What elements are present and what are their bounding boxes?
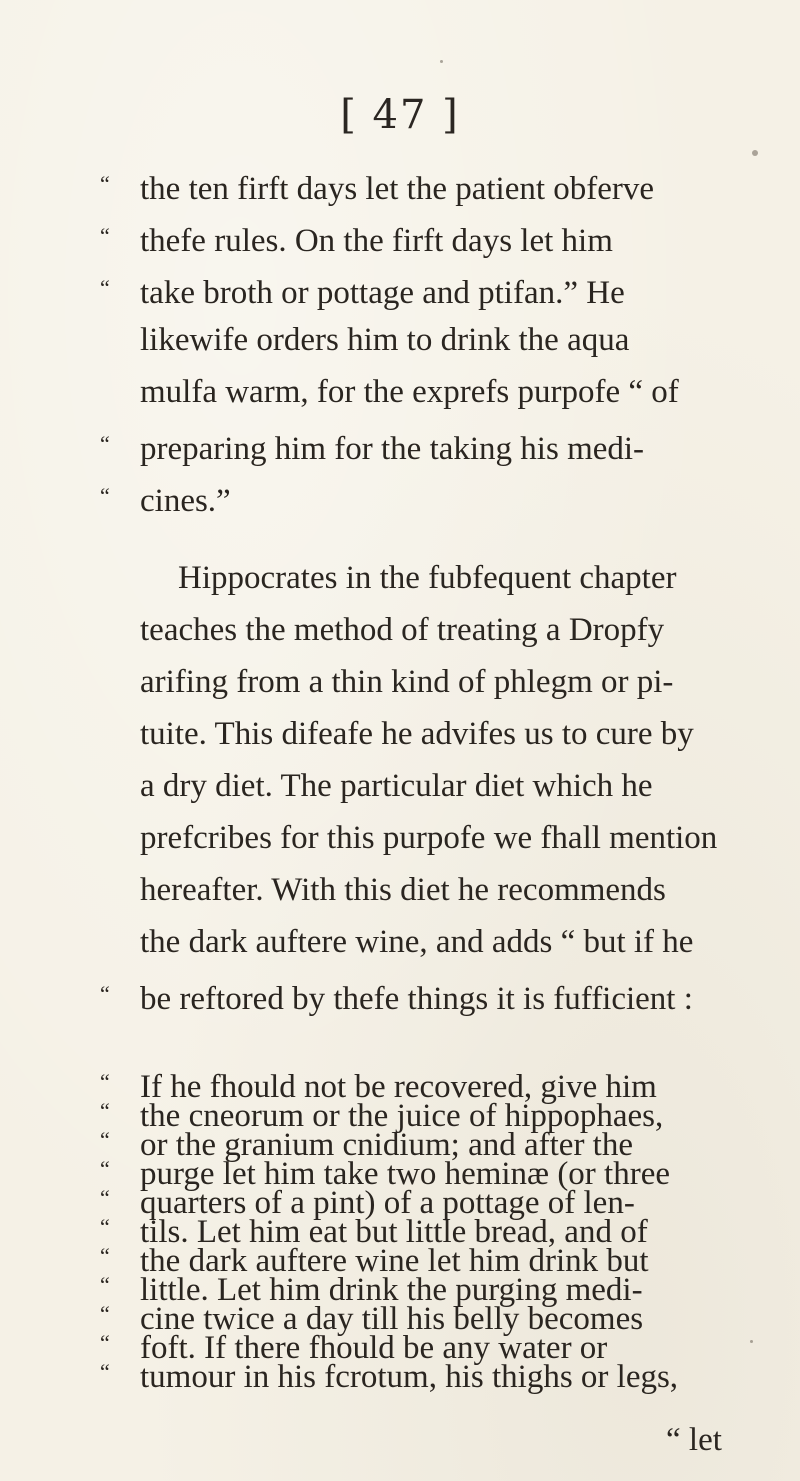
line-text: thefe rules. On the firft days let him — [140, 223, 613, 259]
line-text: foft. If there fhould be any water or — [140, 1330, 608, 1366]
quote-mark: “ — [100, 1330, 110, 1355]
quote-mark: “ — [100, 1301, 110, 1326]
quote-mark: “ — [100, 1156, 110, 1181]
text-line — [100, 974, 693, 1019]
text-line — [140, 320, 629, 360]
quote-mark: “ — [100, 1098, 110, 1123]
line-text: a dry diet. The particular diet which he — [140, 768, 653, 804]
text-line — [140, 766, 653, 806]
page-number: [ 47 ] — [340, 92, 460, 138]
quote-mark: “ — [100, 1359, 110, 1384]
text-line — [140, 870, 666, 910]
catchword: “ let — [666, 1422, 722, 1458]
quote-mark: “ — [100, 1185, 110, 1210]
quote-mark: “ — [100, 171, 110, 196]
text-line — [140, 714, 694, 754]
text-line — [140, 372, 679, 412]
text-line — [140, 662, 673, 702]
line-text: quarters of a pint) of a pottage of len- — [140, 1185, 635, 1221]
line-text: cine twice a day till his belly becomes — [140, 1301, 644, 1337]
text-line — [140, 610, 664, 650]
line-text: the ten firft days let the patient obferve — [140, 171, 655, 207]
text-line — [100, 164, 654, 209]
text-line — [100, 424, 644, 469]
text-line — [100, 1352, 678, 1397]
quote-mark: “ — [100, 1214, 110, 1239]
paper-speck — [750, 1340, 753, 1343]
paper-speck — [440, 60, 443, 63]
quote-mark: “ — [100, 1127, 110, 1152]
text-line — [100, 268, 625, 313]
line-text: tumour in his fcrotum, his thighs or legs, — [140, 1359, 679, 1395]
quote-mark: “ — [100, 1243, 110, 1268]
line-text: the dark auftere wine, and adds “ but if he — [140, 924, 694, 960]
quote-mark: “ — [100, 431, 110, 456]
line-text: Hippocrates in the fubfequent chapter — [178, 560, 677, 596]
text-line — [100, 216, 613, 261]
line-text: or the granium cnidium; and after the — [140, 1127, 634, 1163]
line-text: likewife orders him to drink the aqua — [140, 322, 630, 358]
line-text: mulfa warm, for the exprefs purpofe “ of — [140, 374, 679, 410]
text-line — [140, 818, 717, 858]
text-line — [140, 922, 693, 962]
line-text: arifing from a thin kind of phlegm or pi- — [140, 664, 674, 700]
paper-speck — [752, 150, 758, 156]
line-text: teaches the method of treating a Dropfy — [140, 612, 665, 648]
line-text: little. Let him drink the purging medi- — [140, 1272, 643, 1308]
quote-mark: “ — [100, 1069, 110, 1094]
line-text: If he fhould not be recovered, give him — [140, 1069, 657, 1105]
quote-mark: “ — [100, 223, 110, 248]
line-text: be reftored by thefe things it is fufficient : — [140, 981, 693, 1017]
line-text: preparing him for the taking his medi- — [140, 431, 645, 467]
line-text: tils. Let him eat but little bread, and of — [140, 1214, 648, 1250]
quote-mark: “ — [100, 483, 110, 508]
line-text: prefcribes for this purpofe we fhall mention — [140, 820, 718, 856]
text-line — [178, 558, 676, 598]
line-text: the dark auftere wine let him drink but — [140, 1243, 649, 1279]
line-text: cines.” — [140, 483, 231, 519]
line-text: hereafter. With this diet he recommends — [140, 872, 666, 908]
line-text: purge let him take two heminæ (or three — [140, 1156, 670, 1192]
line-text: the cneorum or the juice of hippophaes, — [140, 1098, 664, 1134]
quote-mark: “ — [100, 275, 110, 300]
line-text: take broth or pottage and ptifan.” He — [140, 275, 625, 311]
quote-mark: “ — [100, 981, 110, 1006]
text-line — [100, 476, 231, 521]
line-text: tuite. This difeafe he advifes us to cure by — [140, 716, 694, 752]
quote-mark: “ — [100, 1272, 110, 1297]
